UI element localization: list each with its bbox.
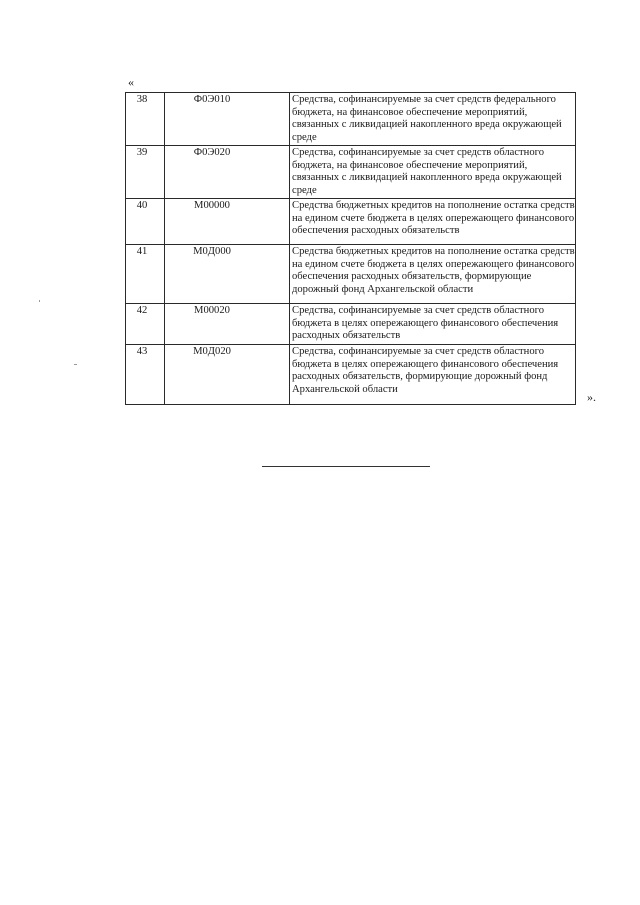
table-row xyxy=(126,93,576,146)
row-number: 41 xyxy=(126,245,165,304)
row-description: Средства, софинансируемые за счет средств областного бюджета в целях опережающего финансового обеспечения расходных обязательств, формирующие дорожный фонд Архангельской области xyxy=(290,345,576,405)
row-number: 38 xyxy=(126,93,165,146)
scan-speck xyxy=(39,300,40,302)
row-code: М00000 xyxy=(165,199,290,245)
table-row xyxy=(126,199,576,245)
row-number: 39 xyxy=(126,146,165,199)
row-number: 40 xyxy=(126,199,165,245)
table-row xyxy=(126,345,576,405)
row-code: Ф0Э020 xyxy=(165,146,290,199)
opening-quote: « xyxy=(128,75,134,89)
codes-table xyxy=(125,92,576,405)
row-number: 43 xyxy=(126,345,165,405)
row-description: Средства бюджетных кредитов на пополнение остатка средств на едином счете бюджета в целях опережающего финансового обеспечения расходных обязательств, формирующие дорожный фонд Архангельской области xyxy=(290,245,576,304)
table-row xyxy=(126,245,576,304)
end-divider-line xyxy=(262,466,430,467)
table-row xyxy=(126,146,576,199)
row-code: М00020 xyxy=(165,304,290,345)
row-description: Средства, софинансируемые за счет средств областного бюджета, на финансовое обеспечение мероприятий, связанных с ликвидацией накопленного вреда окружающей среде xyxy=(290,146,576,199)
row-description: Средства, софинансируемые за счет средств федерального бюджета, на финансовое обеспечение мероприятий, связанных с ликвидацией накопленного вреда окружающей среде xyxy=(290,93,576,146)
row-code: М0Д020 xyxy=(165,345,290,405)
row-code: М0Д000 xyxy=(165,245,290,304)
scan-speck xyxy=(74,364,77,365)
row-code: Ф0Э010 xyxy=(165,93,290,146)
closing-quote: ». xyxy=(587,390,596,404)
row-description: Средства бюджетных кредитов на пополнение остатка средств на едином счете бюджета в целях опережающего финансового обеспечения расходных обязательств xyxy=(290,199,576,245)
row-description: Средства, софинансируемые за счет средств областного бюджета в целях опережающего финансового обеспечения расходных обязательств xyxy=(290,304,576,345)
row-number: 42 xyxy=(126,304,165,345)
table-row xyxy=(126,304,576,345)
